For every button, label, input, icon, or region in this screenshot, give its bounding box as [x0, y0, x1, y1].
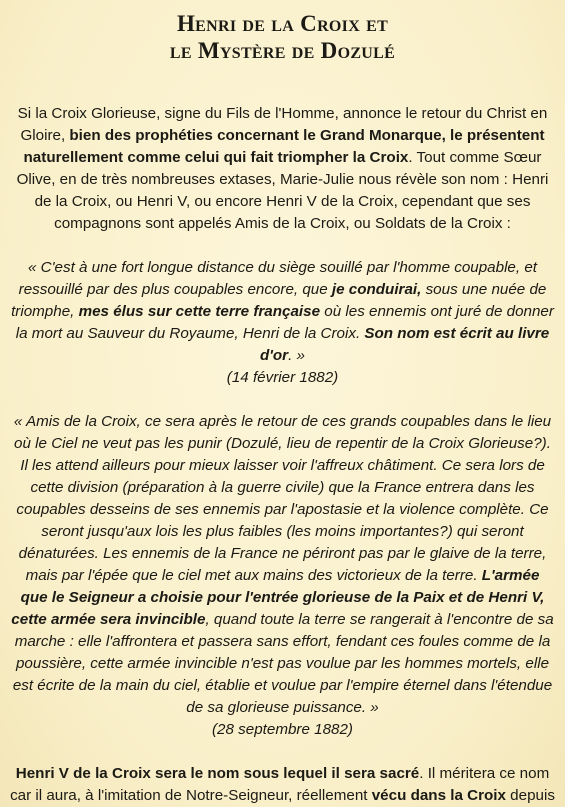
quote-1 [10, 257, 555, 367]
text-run: « C'est à une fort longue distance du siège souillé par l'homme coupable, et ressouillé par des plus coupables encore, que [18, 259, 537, 298]
text-run: . Tout comme Sœur Olive, en de très nombreuses extases, Marie-Julie nous révèle son nom : Henri de la Croix, ou Henri V, ou encore Henri V de la Croix, cependant que ses compagnons sont appelés Amis de la Croix, ou Soldats de la Croix : [16, 149, 549, 232]
bold-run: bien des prophéties concernant le Grand Monarque, le présentent naturellement comme celui qui fait triompher la Croix [23, 127, 545, 166]
bold-run: mes élus sur cette terre française [78, 303, 321, 320]
bold-run: je conduirai, [331, 281, 422, 298]
bold-run: L'armée que le Seigneur a choisie pour l'entrée glorieuse de la Paix et de Henri V, cette armée sera invincible [11, 567, 545, 628]
quote-2-date: (28 septembre 1882) [212, 721, 353, 738]
quote-1-date: (14 février 1882) [226, 369, 339, 386]
page-title [10, 10, 555, 64]
text-run: où les ennemis ont juré de donner la mort au Sauveur du Royaume, Henri de la Croix. [15, 303, 554, 342]
intro-paragraph [10, 103, 555, 235]
title-line-2: le Mystère de Dozulé [169, 38, 396, 63]
title-line-1: Henri de la Croix et [176, 11, 389, 36]
closing-paragraph [10, 763, 555, 807]
bold-run: Henri V de la Croix sera le nom sous lequel il sera sacré [15, 765, 420, 782]
bold-run: Son nom est écrit au livre d'or [260, 325, 550, 364]
bold-run: vécu dans la Croix [371, 787, 506, 804]
text-run: « Amis de la Croix, ce sera après le retour de ces grands coupables dans le lieu où le Ciel ne veut pas les punir (Dozulé, lieu de repentir de la Croix Glorieuse?). Il les attend ailleurs pour mieux laisser voir l'affreux châtiment. Ce sera lors de cette division (préparation à la guerre civile) que la France entrera dans les coupables desseins de ses ennemis par l'apostasie et la violence complète. Ce seront jusqu'aux lois les plus faibles (les moins importantes?) qui seront dénaturées. Les ennemis de la France ne périront pas par le glaive de la terre, mais par l'épée que le ciel met aux mains des victorieux de la terre. [13, 413, 552, 584]
text-run: sous une nuée de triomphe, [11, 281, 547, 320]
text-run: , quand toute la terre se rangerait à l'encontre de sa marche : elle l'affrontera et passera sans effort, fendant ces foules comme de la poussière, cette armée invincible n'est pas voulue par les hommes mortels, elle est écrite de la main du ciel, établie et voulue par l'empire éternel dans l'étendue de sa glorieuse puissance. » [12, 611, 554, 716]
text-run: depuis [505, 787, 555, 804]
text-run: . » [288, 347, 305, 364]
text-run: . Il méritera ce nom car il aura, à l'imitation de Notre-Seigneur, réellement [10, 765, 550, 804]
text-run: Si la Croix Glorieuse, signe du Fils de l'Homme, annonce le retour du Christ en Gloire, [17, 105, 548, 144]
quote-2 [10, 411, 555, 719]
